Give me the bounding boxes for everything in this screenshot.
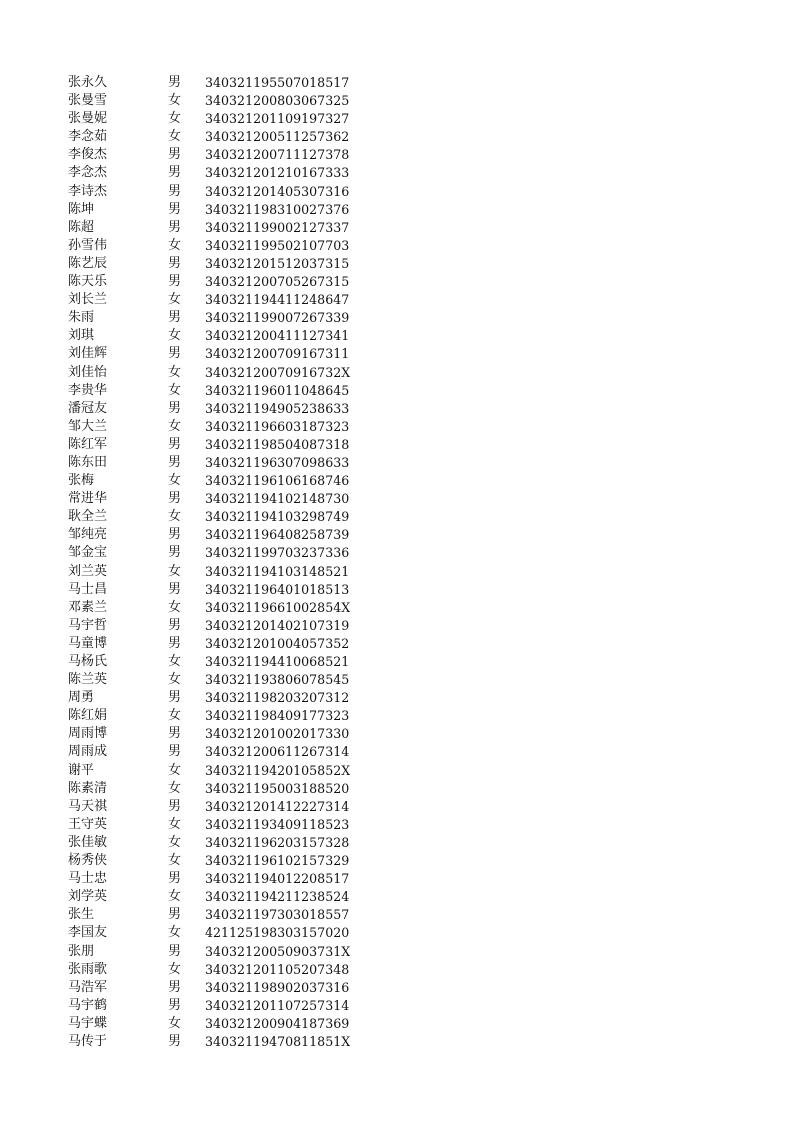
list-item (68, 762, 368, 780)
person-id-number: 340321198504087318 (205, 436, 350, 452)
person-name: 李诗杰 (68, 183, 108, 199)
person-id-number: 340321200904187369 (205, 1015, 350, 1031)
person-name: 耿全兰 (68, 509, 108, 525)
person-id-number: 340321195507018517 (205, 75, 350, 90)
list-item (68, 345, 368, 363)
person-id-number: 340321198203207312 (205, 690, 350, 706)
person-id-number: 340321194411248647 (205, 292, 350, 308)
list-item (68, 924, 368, 942)
person-id-number: 340321198310027376 (205, 201, 350, 217)
list-item (68, 653, 368, 671)
person-id-number: 340321196603187323 (205, 418, 350, 434)
list-item (68, 961, 368, 979)
person-gender: 男 (168, 165, 182, 181)
person-name: 陈东田 (68, 454, 108, 470)
person-gender: 女 (168, 563, 182, 579)
person-id-number: 340321201107257314 (205, 997, 350, 1013)
person-id-number: 340321197303018557 (205, 907, 350, 923)
list-item (68, 635, 368, 653)
person-gender: 男 (168, 726, 182, 742)
person-name: 张曼妮 (68, 111, 108, 127)
person-gender: 女 (168, 237, 182, 253)
person-name: 刘琪 (68, 328, 95, 344)
person-name: 陈天乐 (68, 274, 108, 290)
person-gender: 女 (168, 509, 182, 525)
person-id-number: 340321194211238524 (205, 889, 350, 905)
person-gender: 男 (168, 400, 182, 416)
person-gender: 男 (168, 491, 182, 507)
person-id-number: 340321196106168746 (205, 473, 350, 489)
person-gender: 男 (168, 346, 182, 362)
person-gender: 男 (168, 907, 182, 923)
person-name: 刘佳怡 (68, 364, 108, 380)
person-gender: 女 (168, 708, 182, 724)
person-gender: 女 (168, 925, 182, 941)
person-id-number: 34032120070916732X (205, 364, 351, 380)
person-gender: 男 (168, 581, 182, 597)
list-item (68, 906, 368, 924)
person-name: 陈红军 (68, 436, 108, 452)
list-item (68, 725, 368, 743)
person-gender: 女 (168, 328, 182, 344)
person-name: 张梅 (68, 473, 95, 489)
list-item (68, 780, 368, 798)
person-gender: 男 (168, 454, 182, 470)
person-id-number: 340321200711127378 (205, 147, 350, 163)
list-item (68, 418, 368, 436)
person-id-number: 340321194102148730 (205, 491, 350, 507)
list-item (68, 400, 368, 418)
person-name: 马宇哲 (68, 617, 108, 633)
list-item (68, 110, 368, 128)
person-id-number: 34032119420105852X (205, 762, 351, 778)
person-id-number: 340321196401018513 (205, 581, 350, 597)
list-item (68, 382, 368, 400)
person-gender: 男 (168, 943, 182, 959)
person-name: 刘兰英 (68, 563, 108, 579)
list-item (68, 237, 368, 255)
person-name: 邹纯亮 (68, 527, 108, 543)
person-gender: 男 (168, 219, 182, 235)
person-name: 马士昌 (68, 581, 108, 597)
list-item (68, 508, 368, 526)
person-id-number: 34032119661002854X (205, 599, 351, 615)
person-id-number: 340321201002017330 (205, 726, 350, 742)
person-id-number: 340321201210167333 (205, 165, 350, 181)
list-item (68, 617, 368, 635)
list-item (68, 1015, 368, 1033)
person-name: 周雨成 (68, 744, 108, 760)
person-gender: 女 (168, 889, 182, 905)
list-item (68, 1033, 368, 1051)
person-gender: 男 (168, 635, 182, 651)
person-name: 陈坤 (68, 201, 95, 217)
list-item (68, 454, 368, 472)
person-gender: 男 (168, 690, 182, 706)
person-id-number: 340321201512037315 (205, 255, 350, 271)
person-id-number: 340321196408258739 (205, 527, 350, 543)
person-id-number: 340321198409177323 (205, 708, 350, 724)
person-name: 张佳敏 (68, 834, 108, 850)
list-item (68, 273, 368, 291)
person-gender: 男 (168, 147, 182, 163)
person-name: 马宇鹤 (68, 997, 108, 1013)
person-gender: 女 (168, 599, 182, 615)
person-id-number: 340321194103298749 (205, 509, 350, 525)
list-item (68, 327, 368, 345)
person-gender: 男 (168, 545, 182, 561)
person-name: 张生 (68, 907, 95, 923)
person-gender: 女 (168, 834, 182, 850)
person-id-number: 340321200411127341 (205, 328, 350, 344)
list-item (68, 563, 368, 581)
person-id-number: 340321196011048645 (205, 382, 350, 398)
person-gender: 女 (168, 1015, 182, 1031)
person-id-number: 340321200709167311 (205, 346, 350, 362)
list-item (68, 870, 368, 888)
person-gender: 男 (168, 617, 182, 633)
person-gender: 女 (168, 292, 182, 308)
person-name: 李贵华 (68, 382, 108, 398)
list-item (68, 201, 368, 219)
person-name: 张雨歌 (68, 961, 108, 977)
person-name: 刘长兰 (68, 292, 108, 308)
list-item (68, 128, 368, 146)
list-item (68, 997, 368, 1015)
person-name: 周雨博 (68, 726, 108, 742)
list-item (68, 798, 368, 816)
person-id-number: 340321194905238633 (205, 400, 350, 416)
list-item (68, 544, 368, 562)
person-name: 马浩军 (68, 979, 108, 995)
person-name: 张朋 (68, 943, 95, 959)
list-item (68, 92, 368, 110)
list-item (68, 219, 368, 237)
person-gender: 男 (168, 997, 182, 1013)
person-id-number: 340321201004057352 (205, 635, 350, 651)
person-gender: 男 (168, 255, 182, 271)
person-id-number: 34032119470811851X (205, 1033, 351, 1049)
person-name: 朱雨 (68, 310, 95, 326)
person-name: 刘佳辉 (68, 346, 108, 362)
person-gender: 男 (168, 871, 182, 887)
person-name: 陈红娟 (68, 708, 108, 724)
person-name: 王守英 (68, 816, 108, 832)
person-gender: 男 (168, 75, 182, 90)
list-item (68, 309, 368, 327)
list-item (68, 74, 368, 92)
person-gender: 女 (168, 364, 182, 380)
person-gender: 女 (168, 129, 182, 145)
person-id-number: 340321194012208517 (205, 871, 350, 887)
person-name: 张永久 (68, 75, 108, 90)
person-gender: 女 (168, 382, 182, 398)
person-id-number: 340321194103148521 (205, 563, 350, 579)
person-gender: 男 (168, 527, 182, 543)
person-name: 谢平 (68, 762, 95, 778)
person-id-number: 340321200803067325 (205, 93, 350, 109)
person-id-number: 340321195003188520 (205, 780, 350, 796)
person-name: 陈兰英 (68, 672, 108, 688)
person-gender: 男 (168, 436, 182, 452)
person-gender: 男 (168, 744, 182, 760)
person-id-number: 340321198902037316 (205, 979, 350, 995)
list-item (68, 146, 368, 164)
list-item (68, 707, 368, 725)
person-id-number: 340321200611267314 (205, 744, 350, 760)
person-name: 周勇 (68, 690, 95, 706)
list-item (68, 979, 368, 997)
person-id-number: 340321201105207348 (205, 961, 350, 977)
person-id-number: 421125198303157020 (205, 925, 350, 941)
person-gender: 男 (168, 798, 182, 814)
person-name: 李国友 (68, 925, 108, 941)
person-name: 邹大兰 (68, 418, 108, 434)
person-id-number: 340321201405307316 (205, 183, 350, 199)
list-item (68, 472, 368, 490)
list-item (68, 164, 368, 182)
person-list (68, 74, 368, 1051)
list-item (68, 526, 368, 544)
person-gender: 女 (168, 961, 182, 977)
person-id-number: 340321199007267339 (205, 310, 350, 326)
person-gender: 男 (168, 1033, 182, 1049)
list-item (68, 183, 368, 201)
list-item (68, 943, 368, 961)
person-gender: 女 (168, 672, 182, 688)
person-name: 陈素清 (68, 780, 108, 796)
list-item (68, 436, 368, 454)
person-id-number: 340321200511257362 (205, 129, 350, 145)
person-id-number: 340321199703237336 (205, 545, 350, 561)
person-gender: 女 (168, 654, 182, 669)
list-item (68, 852, 368, 870)
person-name: 马宇蝶 (68, 1015, 108, 1031)
person-gender: 女 (168, 762, 182, 778)
list-item (68, 490, 368, 508)
list-item (68, 888, 368, 906)
person-id-number: 34032120050903731X (205, 943, 351, 959)
person-name: 刘学英 (68, 889, 108, 905)
person-name: 马童博 (68, 635, 108, 651)
list-item (68, 291, 368, 309)
person-name: 李俊杰 (68, 147, 108, 163)
person-name: 陈超 (68, 219, 95, 235)
person-name: 陈艺辰 (68, 255, 108, 271)
person-id-number: 340321194410068521 (205, 654, 350, 669)
list-item (68, 743, 368, 761)
person-id-number: 340321193409118523 (205, 816, 350, 832)
person-gender: 男 (168, 310, 182, 326)
person-gender: 男 (168, 183, 182, 199)
person-id-number: 340321200705267315 (205, 274, 350, 290)
list-item (68, 581, 368, 599)
list-item (68, 255, 368, 273)
person-id-number: 340321201402107319 (205, 617, 350, 633)
list-item (68, 599, 368, 617)
person-id-number: 340321193806078545 (205, 672, 350, 688)
person-gender: 女 (168, 473, 182, 489)
person-name: 马传于 (68, 1033, 108, 1049)
person-name: 邹金宝 (68, 545, 108, 561)
list-item (68, 671, 368, 689)
person-name: 李念杰 (68, 165, 108, 181)
person-gender: 男 (168, 979, 182, 995)
person-gender: 女 (168, 780, 182, 796)
person-gender: 女 (168, 418, 182, 434)
person-name: 潘冠友 (68, 400, 108, 416)
person-gender: 女 (168, 93, 182, 109)
list-item (68, 834, 368, 852)
person-name: 张曼雪 (68, 93, 108, 109)
person-name: 李念茹 (68, 129, 108, 145)
person-name: 邓素兰 (68, 599, 108, 615)
person-gender: 男 (168, 274, 182, 290)
person-id-number: 340321201109197327 (205, 111, 350, 127)
person-id-number: 340321196102157329 (205, 853, 350, 869)
person-name: 马士忠 (68, 871, 108, 887)
person-id-number: 340321199502107703 (205, 237, 350, 253)
list-item (68, 816, 368, 834)
person-id-number: 340321196307098633 (205, 454, 350, 470)
person-id-number: 340321199002127337 (205, 219, 350, 235)
person-name: 常进华 (68, 491, 108, 507)
person-name: 马杨氏 (68, 654, 108, 669)
list-item (68, 689, 368, 707)
person-name: 马天祺 (68, 798, 108, 814)
person-gender: 女 (168, 853, 182, 869)
person-gender: 女 (168, 816, 182, 832)
list-item (68, 364, 368, 382)
person-gender: 女 (168, 111, 182, 127)
person-name: 孙雪伟 (68, 237, 108, 253)
person-name: 杨秀侠 (68, 853, 108, 869)
person-id-number: 340321201412227314 (205, 798, 350, 814)
person-gender: 男 (168, 201, 182, 217)
person-id-number: 340321196203157328 (205, 834, 350, 850)
